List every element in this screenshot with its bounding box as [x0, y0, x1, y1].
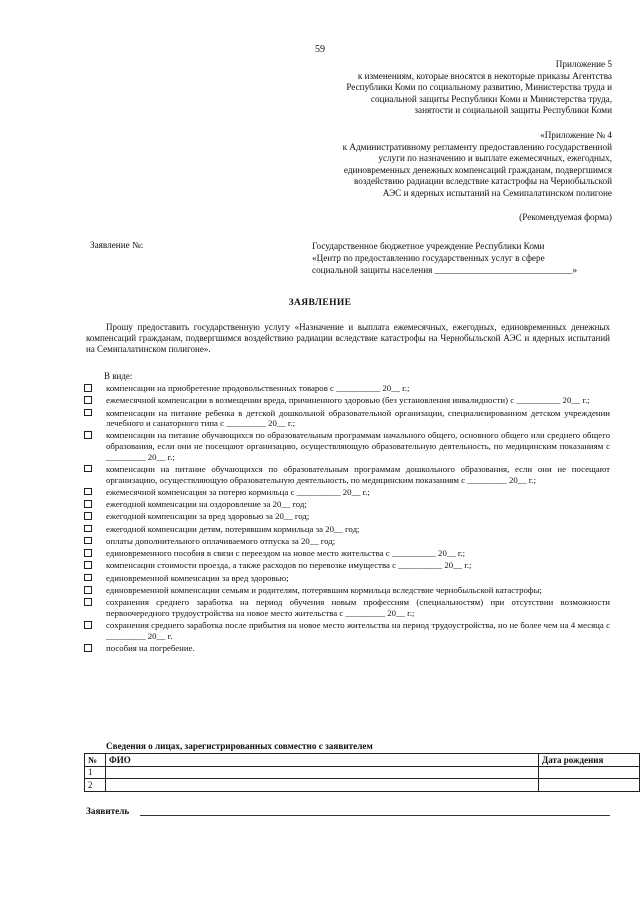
- option-checkbox[interactable]: [84, 488, 92, 496]
- compensation-option: [84, 408, 610, 429]
- option-label: ежемесячной компенсации в возмещении вреда, причиненного здоровью (без установления инвалидности) с __________ 20__ г.;: [106, 395, 590, 406]
- option-label: компенсации на приобретение продовольственных товаров с __________ 20__ г.;: [106, 383, 410, 393]
- option-checkbox[interactable]: [84, 574, 92, 582]
- applicant-signature-line[interactable]: [140, 815, 610, 816]
- option-checkbox[interactable]: [84, 549, 92, 557]
- option-label: компенсации на питание ребенка в детской дошкольной образовательной организации, специализированном детском учреждении лечебного и санаторного типа с _________ 20__ г.;: [106, 407, 610, 429]
- birthdate-cell[interactable]: [539, 766, 640, 779]
- compensation-option: [84, 395, 610, 406]
- option-checkbox[interactable]: [84, 644, 92, 652]
- appendix-5-line: к изменениям, которые вносятся в некоторые приказы Агентства: [357, 70, 612, 81]
- cohabitants-table: [84, 753, 640, 792]
- option-label: ежемесячной компенсации за потерю кормильца с __________ 20__ г.;: [106, 486, 370, 497]
- option-label: сохранения среднего заработка после прибытия на новое место жительства на период трудоустройства, но не более чем на 4 месяца с _________ 20__ г.: [106, 620, 610, 641]
- compensation-option: [84, 573, 610, 584]
- applicant-label: Заявитель: [86, 806, 130, 816]
- option-label: ежегодной компенсации за вред здоровью за 20__ год;: [106, 511, 310, 522]
- request-paragraph: Прошу предоставить государственную услугу «Назначение и выплата ежемесячных, ежегодных, единовременных денежных компенсаций гражданам, подвергшимся воздействию радиации вследствие катастрофы на Чернобыльской АЭС и ядерных испытаний на Семипалатинском полигоне».: [86, 322, 610, 355]
- compensation-option: [84, 585, 610, 596]
- compensation-option: [84, 643, 610, 654]
- option-label: сохранения среднего заработка на период обучения новым профессиям (специальностям) при отсутствии возможности первоочередного трудоустройства на новое место жительства с _________ 20__ г.;: [106, 597, 610, 618]
- birthdate-cell[interactable]: [539, 779, 640, 792]
- option-label: оплаты дополнительного оплачиваемого отпуска за 20__ год;: [106, 535, 336, 546]
- compensation-option: [84, 383, 610, 394]
- form-note: (Рекомендуемая форма): [519, 212, 612, 222]
- compensation-option: [84, 548, 610, 559]
- name-cell[interactable]: [106, 766, 539, 779]
- option-checkbox[interactable]: [84, 465, 92, 473]
- option-checkbox[interactable]: [84, 500, 92, 508]
- compensation-options-list: [84, 383, 610, 655]
- option-checkbox[interactable]: [84, 396, 92, 404]
- appendix-4-line: к Административному регламенту предоставлению государственной: [342, 141, 612, 152]
- option-label: пособия на погребение.: [106, 643, 195, 654]
- recipient-line: Государственное бюджетное учреждение Республики Коми: [312, 241, 545, 251]
- compensation-option: [84, 597, 610, 618]
- column-header-number: №: [85, 754, 106, 767]
- row-number-cell: 1: [85, 766, 106, 779]
- appendix-4-line: АЭС и ядерных испытаний на Семипалатинском полигоне: [382, 187, 612, 198]
- compensation-option: [84, 536, 610, 547]
- option-checkbox[interactable]: [84, 512, 92, 520]
- compensation-option: [84, 487, 610, 498]
- option-label: единовременного пособия в связи с переездом на новое место жительства с __________ 20__ г.;: [106, 548, 466, 559]
- option-checkbox[interactable]: [84, 598, 92, 606]
- appendix-4-line: единовременных денежных компенсаций гражданам, подвергшимся: [343, 164, 612, 175]
- option-checkbox[interactable]: [84, 525, 92, 533]
- table-row: [85, 766, 640, 779]
- appendix-4-title: «Приложение № 4: [540, 130, 612, 140]
- option-label: компенсации стоимости проезда, а также расходов по перевозке имущества с __________ 20__ г.;: [106, 560, 472, 571]
- appendix-5-title: Приложение 5: [555, 59, 612, 69]
- compensation-option: [84, 524, 610, 535]
- appendix-5-line: занятости и социальной защиты Республики Коми: [414, 105, 612, 116]
- option-checkbox[interactable]: [84, 409, 92, 417]
- recipient-line: социальной защиты населения ______________________________»: [312, 265, 578, 276]
- compensation-option: [84, 560, 610, 571]
- page-number: 59: [315, 44, 325, 55]
- in-form-label: В виде:: [104, 371, 133, 381]
- name-cell[interactable]: [106, 779, 539, 792]
- table-row: [85, 779, 640, 792]
- option-checkbox[interactable]: [84, 586, 92, 594]
- compensation-option: [84, 511, 610, 522]
- option-label: ежегодной компенсации детям, потерявшим кормильца за 20__ год;: [106, 523, 360, 534]
- application-number-label: Заявление №:: [90, 240, 144, 250]
- appendix-5-block: [346, 59, 612, 117]
- compensation-option: [84, 499, 610, 510]
- table-header-row: [85, 754, 640, 767]
- appendix-5-line: социальной защиты Республики Коми и Министерства труда,: [370, 93, 612, 104]
- option-label: компенсации на питание обучающихся по образовательным программам начального общего, основного общего или среднего общего образования, если они не посещают организацию, осуществляющую образовательную деятельность, по медицинским показаниям с _________ 20__ г.;: [106, 430, 610, 462]
- appendix-4-line: воздействию радиации вследствие катастрофы на Чернобыльской: [353, 176, 612, 187]
- compensation-option: [84, 464, 610, 485]
- option-label: компенсации на питание обучающихся по образовательным программам дошкольного образования, если они не посещают организацию, осуществляющую образовательную деятельность, по медицинским показаниям с _________ 20__ г.;: [106, 463, 610, 485]
- option-label: единовременной компенсации семьям и родителям, потерявшим кормильца вследствие чернобыльской катастрофы;: [106, 585, 542, 596]
- recipient-line: «Центр по предоставлению государственных услуг в сфере: [312, 253, 545, 264]
- appendix-4-line: услуги по назначению и выплате ежемесячных, ежегодных,: [378, 153, 612, 164]
- appendix-4-block: [343, 130, 612, 200]
- option-checkbox[interactable]: [84, 431, 92, 439]
- option-checkbox[interactable]: [84, 621, 92, 629]
- option-label: единовременной компенсации за вред здоровью;: [106, 572, 289, 583]
- compensation-option: [84, 620, 610, 641]
- recipient-organization: [312, 240, 617, 277]
- appendix-5-line: Республики Коми по социальному развитию, Министерства труда и: [346, 82, 612, 93]
- option-checkbox[interactable]: [84, 384, 92, 392]
- document-title: ЗАЯВЛЕНИЕ: [288, 298, 352, 308]
- option-label: ежегодной компенсации на оздоровление за 20__ год;: [106, 499, 307, 510]
- compensation-option: [84, 430, 610, 462]
- column-header-name: ФИО: [106, 754, 539, 767]
- row-number-cell: 2: [85, 779, 106, 792]
- option-checkbox[interactable]: [84, 561, 92, 569]
- column-header-birthdate: Дата рождения: [539, 754, 640, 767]
- cohabitants-table-caption: Сведения о лицах, зарегистрированных совместно с заявителем: [106, 741, 373, 751]
- option-checkbox[interactable]: [84, 537, 92, 545]
